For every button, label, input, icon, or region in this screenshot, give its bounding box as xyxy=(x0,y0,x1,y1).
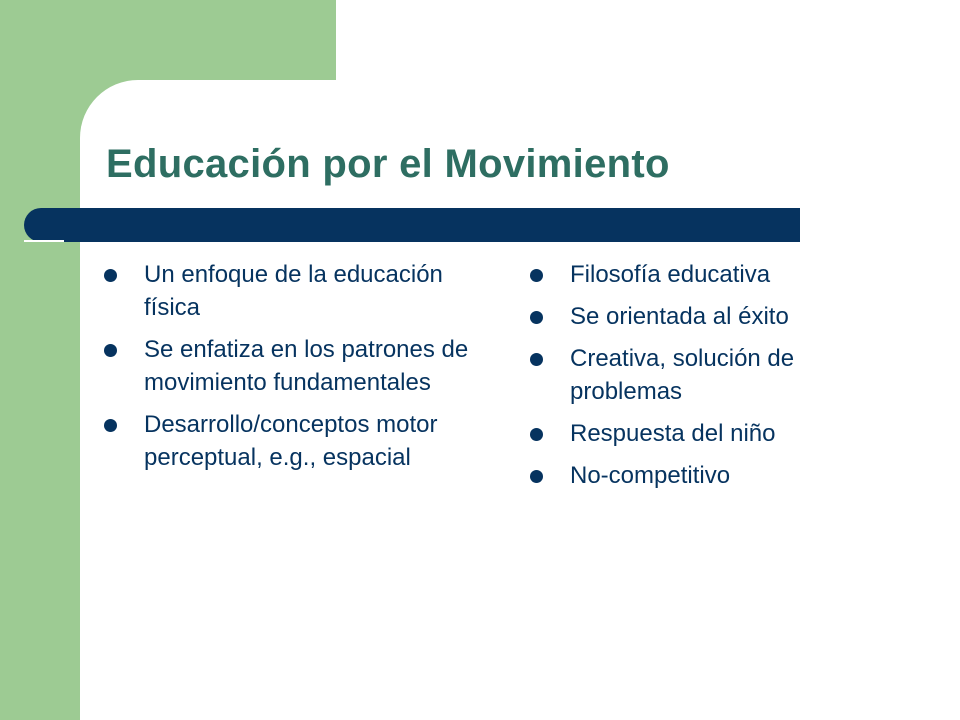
right-bullet-list xyxy=(530,258,910,501)
list-item-text: Se enfatiza en los patrones de movimiento fundamentales xyxy=(144,336,469,396)
bullet-dot-icon xyxy=(530,353,543,366)
list-item-text: Filosofía educativa xyxy=(570,261,771,288)
list-item-text: Un enfoque de la educación física xyxy=(144,261,443,321)
list-item xyxy=(530,417,910,450)
list-item-text: Creativa, solución de problemas xyxy=(570,345,795,405)
list-item-text: Respuesta del niño xyxy=(570,420,776,447)
title-underline-bar xyxy=(24,208,800,242)
list-item xyxy=(530,300,910,333)
list-item xyxy=(104,258,484,324)
list-item-text: Desarrollo/conceptos motor perceptual, e.g., espacial xyxy=(144,411,438,471)
list-item-text: No-competitivo xyxy=(570,462,731,489)
list-item xyxy=(530,342,910,408)
bullet-dot-icon xyxy=(104,269,117,282)
bullet-dot-icon xyxy=(530,470,543,483)
bullet-dot-icon xyxy=(530,269,543,282)
title-bar-notch xyxy=(24,240,64,242)
bullet-dot-icon xyxy=(104,419,117,432)
list-item-text: Se orientada al éxito xyxy=(570,303,789,330)
list-item xyxy=(530,258,910,291)
bullet-dot-icon xyxy=(530,428,543,441)
bullet-dot-icon xyxy=(104,344,117,357)
slide-title: Educación por el Movimiento xyxy=(106,142,670,186)
list-item xyxy=(104,408,484,474)
bullet-dot-icon xyxy=(530,311,543,324)
left-bullet-list xyxy=(104,258,484,483)
list-item xyxy=(104,333,484,399)
list-item xyxy=(530,459,910,492)
